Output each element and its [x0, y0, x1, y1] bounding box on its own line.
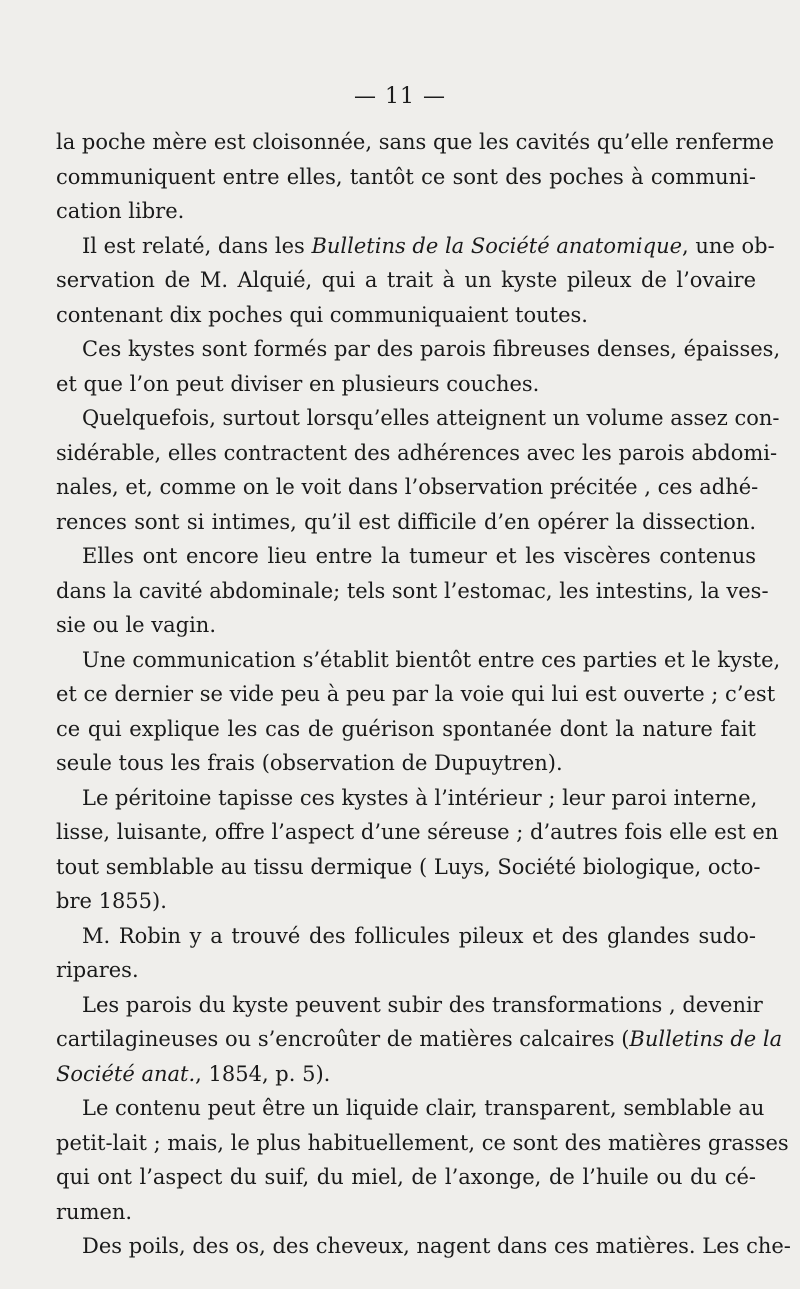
text-line [56, 266, 756, 294]
italic-text-segment: Société anat. [56, 1062, 196, 1086]
text-line [82, 404, 780, 432]
text-segment: dans la cavité abdominale; tels sont l’estomac, les intestins, la ves- [56, 579, 769, 603]
text-segment: seule tous les frais (observation de Dupuytren). [56, 751, 563, 775]
text-line [56, 611, 756, 639]
text-line [56, 887, 756, 915]
text-segment: sidérable, elles contractent des adhérences avec les parois abdomi- [56, 441, 778, 465]
text-segment: et ce dernier se vide peu à peu par la voie qui lui est ouverte ; c’est [56, 682, 776, 706]
text-segment: Il est relaté, dans les [82, 234, 312, 258]
text-line [56, 818, 779, 846]
text-segment: Les parois du kyste peuvent subir des transformations , devenir [82, 993, 763, 1017]
text-segment: contenant dix poches qui communiquaient toutes. [56, 303, 588, 327]
italic-text-segment: Bulletins de la [629, 1027, 783, 1051]
text-segment: et que l’on peut diviser en plusieurs couches. [56, 372, 540, 396]
text-segment: la poche mère est cloisonnée, sans que les cavités qu’elle renferme [56, 130, 774, 154]
text-segment: petit-lait ; mais, le plus habituellement, ce sont des matières grasses [56, 1131, 789, 1155]
text-segment: Le péritoine tapisse ces kystes à l’intérieur ; leur paroi interne, [82, 786, 758, 810]
text-segment: tout semblable au tissu dermique ( Luys, Société biologique, octo- [56, 855, 761, 879]
text-line [82, 646, 781, 674]
text-segment: cartilagineuses ou s’encroûter de matières calcaires ( [56, 1027, 630, 1051]
page-number: — 11 — [354, 84, 446, 109]
text-segment: Des poils, des os, des cheveux, nagent dans ces matières. Les che- [82, 1234, 791, 1258]
text-line [56, 301, 756, 329]
text-segment: Elles ont encore lieu entre la tumeur et les viscères contenus [82, 544, 756, 568]
text-line [56, 128, 774, 156]
italic-text-segment: Bulletins de la Société anatomique [311, 234, 683, 258]
text-line [82, 542, 756, 570]
text-segment: rumen. [56, 1200, 133, 1224]
text-segment: qui ont l’aspect du suif, du miel, de l’axonge, de l’huile ou du cé- [56, 1165, 756, 1189]
text-line [82, 784, 756, 812]
text-segment: servation de M. Alquié, qui a trait à un kyste pileux de l’ovaire [56, 268, 756, 292]
text-segment: cation libre. [56, 199, 185, 223]
text-line [56, 1060, 756, 1088]
text-line [56, 1163, 756, 1191]
text-line [82, 232, 775, 260]
text-line [56, 508, 756, 536]
text-segment: rences sont si intimes, qu’il est difficile d’en opérer la dissection. [56, 510, 756, 534]
text-line [56, 1129, 789, 1157]
text-line [56, 1198, 756, 1226]
text-segment: Quelquefois, surtout lorsqu’elles atteignent un volume assez con- [82, 406, 780, 430]
text-line [82, 991, 763, 1019]
text-segment: M. Robin y a trouvé des follicules pileux et des glandes sudo- [82, 924, 756, 948]
text-segment: Le contenu peut être un liquide clair, transparent, semblable au [82, 1096, 765, 1120]
text-segment: ripares. [56, 958, 139, 982]
text-segment: nales, et, comme on le voit dans l’observation précitée , ces adhé- [56, 475, 759, 499]
text-line [56, 680, 776, 708]
text-segment: Ces kystes sont formés par des parois fibreuses denses, épaisses, [82, 337, 781, 361]
text-line [56, 197, 756, 225]
text-line [56, 715, 756, 743]
text-line [56, 439, 778, 467]
text-line [56, 370, 756, 398]
text-segment: lisse, luisante, offre l’aspect d’une séreuse ; d’autres fois elle est en [56, 820, 779, 844]
text-line [56, 163, 756, 191]
text-line [56, 577, 769, 605]
text-segment: communiquent entre elles, tantôt ce sont des poches à communi- [56, 165, 756, 189]
text-line [56, 956, 756, 984]
text-line [56, 1025, 783, 1053]
text-segment: sie ou le vagin. [56, 613, 217, 637]
text-line [56, 749, 756, 777]
text-segment: ce qui explique les cas de guérison spontanée dont la nature fait [56, 717, 756, 741]
text-line [82, 1094, 765, 1122]
text-line [82, 1232, 791, 1260]
text-line [56, 473, 759, 501]
text-segment: , une ob- [682, 234, 775, 258]
text-segment: Une communication s’établit bientôt entre ces parties et le kyste, [82, 648, 781, 672]
text-line [82, 335, 781, 363]
text-segment: bre 1855). [56, 889, 167, 913]
text-line [82, 922, 756, 950]
text-line [56, 853, 761, 881]
text-segment: , 1854, p. 5). [195, 1062, 331, 1086]
